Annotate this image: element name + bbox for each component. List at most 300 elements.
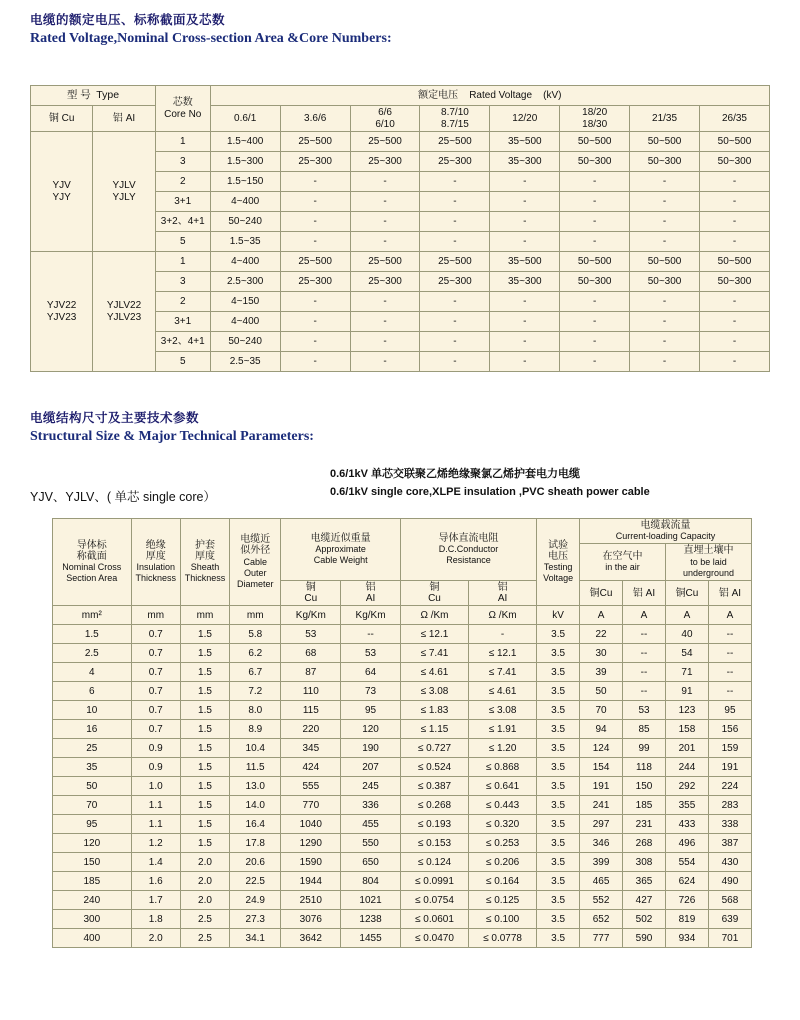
data-cell: 3.5 (537, 891, 580, 910)
voltage-value: - (490, 312, 560, 332)
voltage-value: - (280, 312, 350, 332)
unit-cell: A (665, 606, 708, 625)
voltage-value: 2.5~35 (210, 352, 280, 372)
data-cell: 231 (623, 815, 666, 834)
data-cell: 346 (580, 834, 623, 853)
voltage-value: - (280, 352, 350, 372)
data-cell: 0.7 (131, 625, 180, 644)
technical-parameters-table-wrapper (52, 518, 752, 948)
voltage-value: - (630, 232, 700, 252)
data-cell: 424 (281, 758, 341, 777)
table-row (53, 663, 752, 682)
data-cell: 300 (53, 910, 132, 929)
voltage-value: 25~500 (420, 252, 490, 272)
data-cell: ≤ 0.443 (469, 796, 537, 815)
data-cell: 726 (665, 891, 708, 910)
voltage-value: 25~500 (420, 132, 490, 152)
table-row (53, 910, 752, 929)
header-current-capacity: 电缆载流量 Current-loading Capacity (580, 519, 752, 544)
table-row (31, 252, 770, 272)
data-cell: 64 (341, 663, 401, 682)
data-cell: 95 (53, 815, 132, 834)
table-row (53, 929, 752, 948)
data-cell: 6.2 (230, 644, 281, 663)
technical-parameters-table (52, 518, 752, 948)
data-cell: 650 (341, 853, 401, 872)
data-cell: 3.5 (537, 910, 580, 929)
cable-description-cn: 0.6/1kV 单芯交联聚乙烯绝缘聚氯乙烯护套电力电缆 (330, 468, 580, 480)
data-cell: 1.1 (131, 796, 180, 815)
table2-units-row (53, 606, 752, 625)
voltage-value: 1.5~300 (210, 152, 280, 172)
voltage-value: - (350, 232, 420, 252)
data-cell: 3076 (281, 910, 341, 929)
header-sheath-thickness: 护套 厚度 Sheath Thickness (180, 519, 229, 606)
data-cell: 550 (341, 834, 401, 853)
data-cell: 30 (580, 644, 623, 663)
data-cell: -- (708, 682, 751, 701)
group-al-1: YJLV22 YJLV23 (93, 252, 156, 372)
data-cell: 639 (708, 910, 751, 929)
data-cell: 2.0 (131, 929, 180, 948)
data-cell: 70 (580, 701, 623, 720)
voltage-value: 4~400 (210, 192, 280, 212)
data-cell: 399 (580, 853, 623, 872)
data-cell: 95 (708, 701, 751, 720)
table2-head (53, 519, 752, 606)
data-cell: 1.5 (180, 777, 229, 796)
data-cell: ≤ 1.83 (400, 701, 468, 720)
header-voltage-3: 8.7/10 8.7/15 (420, 106, 490, 132)
table-row (53, 891, 752, 910)
data-cell: 701 (708, 929, 751, 948)
data-cell: 1.6 (131, 872, 180, 891)
data-cell: 120 (53, 834, 132, 853)
table1-head (31, 86, 770, 132)
data-cell: 338 (708, 815, 751, 834)
cable-description (330, 466, 650, 501)
group-cu-0: YJV YJY (31, 132, 93, 252)
data-cell: 336 (341, 796, 401, 815)
data-cell: ≤ 1.91 (469, 720, 537, 739)
data-cell: 283 (708, 796, 751, 815)
header-in-air: 在空气中 in the air (580, 544, 666, 581)
header-cu: 铜 Cu (31, 106, 93, 132)
data-cell: 400 (53, 929, 132, 948)
voltage-value: 1.5~400 (210, 132, 280, 152)
data-cell: ≤ 0.193 (400, 815, 468, 834)
header-voltage-2: 6/6 6/10 (350, 106, 420, 132)
voltage-value: 1.5~150 (210, 172, 280, 192)
voltage-value: - (560, 192, 630, 212)
table1-header-row (31, 86, 770, 106)
data-cell: ≤ 3.08 (469, 701, 537, 720)
header-cable-diameter: 电缆近 似外径 Cable Outer Diameter (230, 519, 281, 606)
data-cell: 99 (623, 739, 666, 758)
table-row (53, 682, 752, 701)
unit-cell: kV (537, 606, 580, 625)
data-cell: 244 (665, 758, 708, 777)
core-no: 3 (155, 152, 210, 172)
voltage-value: 25~300 (350, 152, 420, 172)
data-cell: 150 (53, 853, 132, 872)
data-cell: 1.8 (131, 910, 180, 929)
table-row (31, 132, 770, 152)
core-no: 2 (155, 292, 210, 312)
data-cell: 3.5 (537, 758, 580, 777)
data-cell: ≤ 0.641 (469, 777, 537, 796)
voltage-value: 35~300 (490, 152, 560, 172)
voltage-value: - (560, 332, 630, 352)
voltage-value: 50~500 (630, 252, 700, 272)
header-type: 型 号 Type (31, 86, 156, 106)
data-cell: 1.5 (180, 682, 229, 701)
voltage-value: - (560, 352, 630, 372)
voltage-value: - (699, 172, 769, 192)
header-voltage-5: 18/20 18/30 (560, 106, 630, 132)
header-res-al: 铝 AI (469, 580, 537, 605)
data-cell: 1040 (281, 815, 341, 834)
voltage-value: - (420, 352, 490, 372)
data-cell: 3.5 (537, 663, 580, 682)
data-cell: -- (708, 663, 751, 682)
voltage-value: - (630, 312, 700, 332)
data-cell: ≤ 0.0601 (400, 910, 468, 929)
data-cell: 70 (53, 796, 132, 815)
table1-body (31, 132, 770, 372)
header-gnd-al: 铝 AI (708, 580, 751, 605)
data-cell: 1.5 (180, 758, 229, 777)
core-no: 2 (155, 172, 210, 192)
data-cell: -- (623, 625, 666, 644)
data-cell: ≤ 0.125 (469, 891, 537, 910)
single-core-label: YJV、YJLV、( 单芯 single core） (30, 490, 216, 504)
data-cell: 201 (665, 739, 708, 758)
data-cell: 297 (580, 815, 623, 834)
voltage-value: - (490, 172, 560, 192)
voltage-value: - (490, 212, 560, 232)
data-cell: ≤ 0.206 (469, 853, 537, 872)
data-cell: ≤ 0.100 (469, 910, 537, 929)
rated-voltage-table-wrapper (30, 85, 770, 372)
voltage-value: 50~300 (560, 152, 630, 172)
data-cell: 2.0 (180, 872, 229, 891)
voltage-value: 25~300 (420, 152, 490, 172)
data-cell: 240 (53, 891, 132, 910)
table-row (53, 644, 752, 663)
data-cell: 115 (281, 701, 341, 720)
data-cell: 427 (623, 891, 666, 910)
voltage-value: - (420, 292, 490, 312)
data-cell: 3.5 (537, 834, 580, 853)
data-cell: 87 (281, 663, 341, 682)
data-cell: - (469, 625, 537, 644)
data-cell: 1.5 (180, 834, 229, 853)
data-cell: 120 (341, 720, 401, 739)
voltage-value: - (699, 292, 769, 312)
voltage-value: - (420, 212, 490, 232)
data-cell: 355 (665, 796, 708, 815)
data-cell: 2.5 (53, 644, 132, 663)
data-cell: 554 (665, 853, 708, 872)
voltage-value: - (280, 172, 350, 192)
data-cell: 6.7 (230, 663, 281, 682)
data-cell: 0.7 (131, 701, 180, 720)
data-cell: 10 (53, 701, 132, 720)
data-cell: 118 (623, 758, 666, 777)
data-cell: 1.1 (131, 815, 180, 834)
header-dc-resistance: 导体直流电阻 D.C.Conductor Resistance (400, 519, 536, 581)
data-cell: ≤ 3.08 (400, 682, 468, 701)
voltage-value: - (350, 172, 420, 192)
data-cell: 50 (580, 682, 623, 701)
voltage-value: 50~240 (210, 212, 280, 232)
data-cell: 71 (665, 663, 708, 682)
data-cell: ≤ 0.727 (400, 739, 468, 758)
section1-title-cn: 电缆的额定电压、标称截面及芯数 (30, 13, 226, 27)
core-no: 3+2、4+1 (155, 212, 210, 232)
header-voltage-7: 26/35 (699, 106, 769, 132)
header-core-no: 芯数 Core No (155, 86, 210, 132)
table-row (53, 739, 752, 758)
voltage-value: 50~500 (560, 132, 630, 152)
header-insulation-thickness: 绝缘 厚度 Insulation Thickness (131, 519, 180, 606)
voltage-value: 25~500 (280, 252, 350, 272)
data-cell: 54 (665, 644, 708, 663)
header-weight-al: 铝 AI (341, 580, 401, 605)
core-no: 3+2、4+1 (155, 332, 210, 352)
header-air-al: 铝 AI (623, 580, 666, 605)
voltage-value: - (350, 192, 420, 212)
voltage-value: - (350, 212, 420, 232)
data-cell: 804 (341, 872, 401, 891)
data-cell: 819 (665, 910, 708, 929)
voltage-value: - (630, 212, 700, 232)
data-cell: 365 (623, 872, 666, 891)
data-cell: ≤ 0.387 (400, 777, 468, 796)
voltage-value: 50~300 (560, 272, 630, 292)
data-cell: 3.5 (537, 625, 580, 644)
table-row (53, 834, 752, 853)
data-cell: 123 (665, 701, 708, 720)
data-cell: 465 (580, 872, 623, 891)
data-cell: 0.7 (131, 720, 180, 739)
unit-cell: A (580, 606, 623, 625)
data-cell: 8.0 (230, 701, 281, 720)
header-testing-voltage: 试验 电压 Testing Voltage (537, 519, 580, 606)
data-cell: 455 (341, 815, 401, 834)
data-cell: 555 (281, 777, 341, 796)
data-cell: 190 (341, 739, 401, 758)
voltage-value: 25~500 (280, 132, 350, 152)
data-cell: -- (623, 663, 666, 682)
data-cell: 2.5 (180, 929, 229, 948)
header-al: 铝 AI (93, 106, 156, 132)
header-rated-voltage: 额定电压 Rated Voltage (kV) (210, 86, 769, 106)
data-cell: 2.0 (180, 853, 229, 872)
data-cell: 1.5 (180, 663, 229, 682)
data-cell: 95 (341, 701, 401, 720)
data-cell: ≤ 0.0778 (469, 929, 537, 948)
data-cell: 1.5 (180, 701, 229, 720)
data-cell: ≤ 0.164 (469, 872, 537, 891)
data-cell: 490 (708, 872, 751, 891)
data-cell: 73 (341, 682, 401, 701)
data-cell: ≤ 4.61 (400, 663, 468, 682)
core-no: 3+1 (155, 192, 210, 212)
voltage-value: 35~500 (490, 132, 560, 152)
data-cell: 24.9 (230, 891, 281, 910)
voltage-value: 50~300 (630, 272, 700, 292)
table-row (53, 625, 752, 644)
voltage-value: 50~300 (699, 272, 769, 292)
data-cell: 191 (580, 777, 623, 796)
data-cell: 154 (580, 758, 623, 777)
data-cell: ≤ 0.268 (400, 796, 468, 815)
section2-title-cn: 电缆结构尺寸及主要技术参数 (30, 411, 200, 425)
header-nominal-section: 导体标 称截面 Nominal Cross Section Area (53, 519, 132, 606)
data-cell: 1238 (341, 910, 401, 929)
core-no: 5 (155, 352, 210, 372)
voltage-value: 25~300 (420, 272, 490, 292)
voltage-value: - (699, 312, 769, 332)
voltage-value: - (420, 192, 490, 212)
unit-cell: mm² (53, 606, 132, 625)
data-cell: ≤ 12.1 (469, 644, 537, 663)
voltage-value: 50~300 (699, 152, 769, 172)
data-cell: 3.5 (537, 701, 580, 720)
voltage-value: - (490, 292, 560, 312)
data-cell: 27.3 (230, 910, 281, 929)
data-cell: ≤ 1.15 (400, 720, 468, 739)
data-cell: 3.5 (537, 796, 580, 815)
data-cell: ≤ 0.253 (469, 834, 537, 853)
data-cell: 3.5 (537, 929, 580, 948)
data-cell: 777 (580, 929, 623, 948)
voltage-value: - (699, 332, 769, 352)
data-cell: 53 (341, 644, 401, 663)
data-cell: 1.4 (131, 853, 180, 872)
data-cell: 1.2 (131, 834, 180, 853)
data-cell: 25 (53, 739, 132, 758)
data-cell: ≤ 0.153 (400, 834, 468, 853)
data-cell: 1290 (281, 834, 341, 853)
data-cell: 1.7 (131, 891, 180, 910)
voltage-value: - (630, 352, 700, 372)
table-row (53, 796, 752, 815)
core-no: 1 (155, 252, 210, 272)
data-cell: 20.6 (230, 853, 281, 872)
unit-cell: Ω /Km (400, 606, 468, 625)
voltage-value: - (560, 312, 630, 332)
voltage-value: - (280, 212, 350, 232)
voltage-value: 25~300 (280, 152, 350, 172)
data-cell: 4 (53, 663, 132, 682)
data-cell: 652 (580, 910, 623, 929)
group-al-0: YJLV YJLY (93, 132, 156, 252)
data-cell: 568 (708, 891, 751, 910)
cable-description-en: 0.6/1kV single core,XLPE insulation ,PVC sheath power cable (330, 485, 650, 498)
data-cell: 185 (53, 872, 132, 891)
voltage-value: - (420, 312, 490, 332)
data-cell: 2510 (281, 891, 341, 910)
data-cell: 10.4 (230, 739, 281, 758)
voltage-value: - (560, 172, 630, 192)
data-cell: 2.0 (180, 891, 229, 910)
header-air-cu: 铜Cu (580, 580, 623, 605)
data-cell: 3.5 (537, 644, 580, 663)
data-cell: 68 (281, 644, 341, 663)
voltage-value: 50~500 (699, 132, 769, 152)
data-cell: 191 (708, 758, 751, 777)
voltage-value: - (699, 232, 769, 252)
data-cell: ≤ 7.41 (469, 663, 537, 682)
table-row (53, 853, 752, 872)
voltage-value: - (630, 172, 700, 192)
data-cell: 6 (53, 682, 132, 701)
core-no: 5 (155, 232, 210, 252)
section1-heading (30, 10, 392, 47)
unit-cell: Kg/Km (281, 606, 341, 625)
unit-cell: mm (230, 606, 281, 625)
data-cell: 3.5 (537, 777, 580, 796)
data-cell: 1.5 (180, 720, 229, 739)
data-cell: 0.7 (131, 644, 180, 663)
section1-title-en: Rated Voltage,Nominal Cross-section Area &Core Numbers: (30, 31, 392, 46)
data-cell: 158 (665, 720, 708, 739)
data-cell: 11.5 (230, 758, 281, 777)
unit-cell: Ω /Km (469, 606, 537, 625)
data-cell: ≤ 0.524 (400, 758, 468, 777)
voltage-value: - (699, 352, 769, 372)
data-cell: 308 (623, 853, 666, 872)
data-cell: 1.5 (180, 739, 229, 758)
voltage-value: 35~500 (490, 252, 560, 272)
header-voltage-1: 3.6/6 (280, 106, 350, 132)
table-row (53, 720, 752, 739)
data-cell: 1.0 (131, 777, 180, 796)
data-cell: 53 (281, 625, 341, 644)
section2-title-en: Structural Size & Major Technical Parameters: (30, 429, 314, 444)
data-cell: 430 (708, 853, 751, 872)
table1-subheader-row (31, 106, 770, 132)
data-cell: 7.2 (230, 682, 281, 701)
voltage-value: - (490, 232, 560, 252)
data-cell: 590 (623, 929, 666, 948)
data-cell: 1590 (281, 853, 341, 872)
data-cell: ≤ 0.0754 (400, 891, 468, 910)
table-row (53, 758, 752, 777)
header-underground: 直埋土壤中 to be laid underground (665, 544, 751, 581)
voltage-value: - (630, 332, 700, 352)
rated-voltage-table (30, 85, 770, 372)
data-cell: 245 (341, 777, 401, 796)
unit-cell: A (623, 606, 666, 625)
data-cell: 433 (665, 815, 708, 834)
data-cell: 124 (580, 739, 623, 758)
data-cell: 159 (708, 739, 751, 758)
data-cell: ≤ 0.0470 (400, 929, 468, 948)
unit-cell: A (708, 606, 751, 625)
header-res-cu: 铜 Cu (400, 580, 468, 605)
data-cell: 268 (623, 834, 666, 853)
data-cell: 53 (623, 701, 666, 720)
data-cell: 387 (708, 834, 751, 853)
voltage-value: - (699, 192, 769, 212)
voltage-value: - (490, 192, 560, 212)
data-cell: ≤ 7.41 (400, 644, 468, 663)
data-cell: 207 (341, 758, 401, 777)
